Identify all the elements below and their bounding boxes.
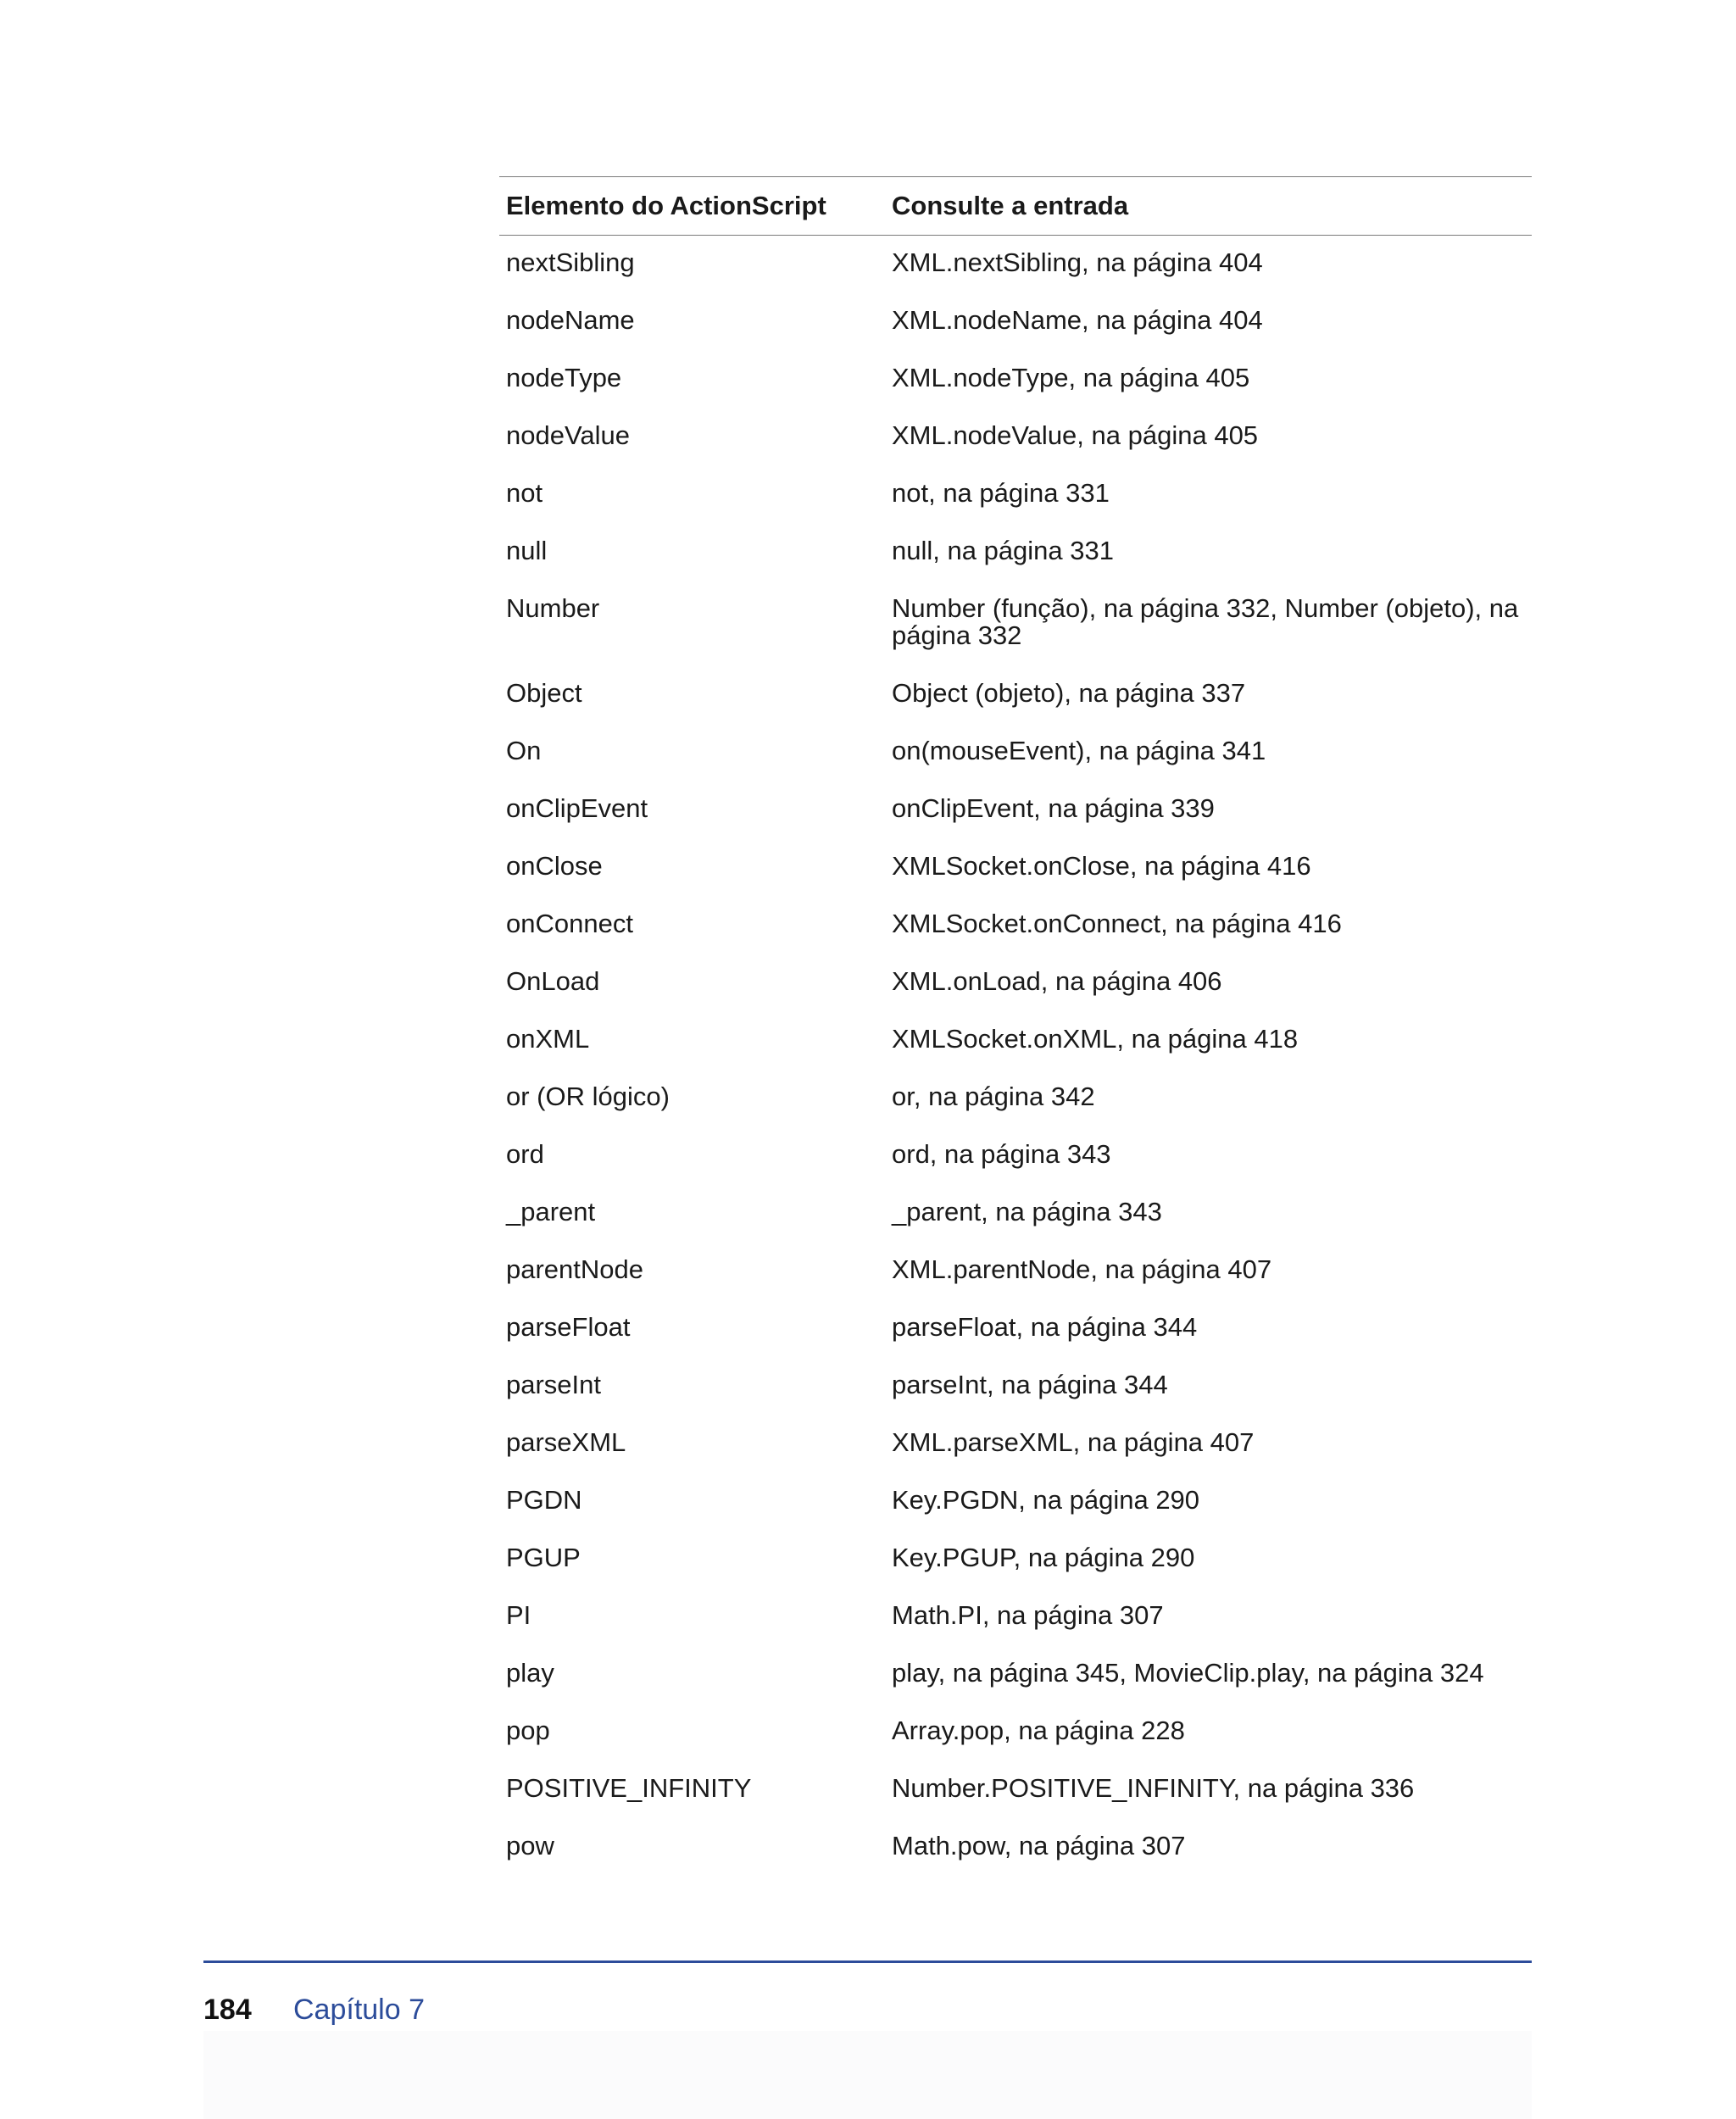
column-header-entry: Consulte a entrada <box>885 177 1532 236</box>
entry-cell: Math.pow, na página 307 <box>892 1831 1186 1860</box>
table-row <box>499 1356 1532 1414</box>
element-cell: pow <box>506 1831 554 1860</box>
table-row <box>499 953 1532 1010</box>
entry-cell: XML.parseXML, na página 407 <box>892 1427 1255 1457</box>
entry-cell: XML.parentNode, na página 407 <box>892 1254 1272 1284</box>
table-row <box>499 1126 1532 1183</box>
entry-cell: XMLSocket.onXML, na página 418 <box>892 1024 1299 1054</box>
table-row <box>499 1817 1532 1875</box>
entry-cell: XMLSocket.onConnect, na página 416 <box>892 909 1342 938</box>
element-cell: nextSibling <box>506 247 635 277</box>
table-row <box>499 1068 1532 1126</box>
entry-cell: ord, na página 343 <box>892 1139 1111 1169</box>
entry-cell: on(mouseEvent), na página 341 <box>892 736 1266 765</box>
table-row <box>499 522 1532 580</box>
table-row <box>499 665 1532 722</box>
page-number: 184 <box>203 1994 252 2026</box>
table-row <box>499 580 1532 665</box>
element-cell: PI <box>506 1600 531 1630</box>
element-cell: Object <box>506 678 582 708</box>
table-row <box>499 1414 1532 1471</box>
entry-cell: XML.nodeValue, na página 405 <box>892 420 1259 450</box>
element-cell: PGDN <box>506 1485 582 1515</box>
table-row <box>499 1241 1532 1299</box>
element-cell: parseInt <box>506 1370 602 1399</box>
element-cell: OnLoad <box>506 966 600 996</box>
entry-cell: XML.nodeType, na página 405 <box>892 363 1250 392</box>
element-cell: onClipEvent <box>506 793 648 823</box>
entry-cell: Array.pop, na página 228 <box>892 1716 1185 1745</box>
entry-cell: Object (objeto), na página 337 <box>892 678 1246 708</box>
table-row <box>499 464 1532 522</box>
element-cell: _parent <box>506 1197 596 1226</box>
element-cell: PGUP <box>506 1543 581 1572</box>
table-row <box>499 236 1532 292</box>
entry-cell: Key.PGUP, na página 290 <box>892 1543 1195 1572</box>
entry-cell: XMLSocket.onClose, na página 416 <box>892 851 1311 881</box>
footer-divider <box>203 1960 1532 1963</box>
chapter-label: Capítulo 7 <box>293 1994 425 2026</box>
table-row <box>499 1183 1532 1241</box>
table-row <box>499 349 1532 407</box>
table-row <box>499 780 1532 837</box>
table-row <box>499 722 1532 780</box>
element-cell: nodeName <box>506 305 635 335</box>
entry-cell: or, na página 342 <box>892 1082 1095 1111</box>
element-cell: parseXML <box>506 1427 626 1457</box>
table-row <box>499 1010 1532 1068</box>
column-header-element: Elemento do ActionScript <box>499 177 885 236</box>
element-cell: onConnect <box>506 909 633 938</box>
table-row <box>499 1299 1532 1356</box>
entry-cell: onClipEvent, na página 339 <box>892 793 1215 823</box>
entry-cell: play, na página 345, MovieClip.play, na página 324 <box>892 1658 1484 1688</box>
table-row <box>499 1587 1532 1644</box>
element-cell: or (OR lógico) <box>506 1082 670 1111</box>
element-cell: null <box>506 536 548 565</box>
element-cell: On <box>506 736 542 765</box>
page-bottom-shade <box>203 2031 1532 2119</box>
table-row <box>499 1644 1532 1702</box>
table-row <box>499 1471 1532 1529</box>
entry-cell: Key.PGDN, na página 290 <box>892 1485 1200 1515</box>
element-cell: Number <box>506 593 600 623</box>
entry-cell: Math.PI, na página 307 <box>892 1600 1164 1630</box>
entry-cell: XML.nodeName, na página 404 <box>892 305 1263 335</box>
element-cell: pop <box>506 1716 550 1745</box>
entry-cell: XML.onLoad, na página 406 <box>892 966 1222 996</box>
table-row <box>499 1760 1532 1817</box>
entry-cell: Number (função), na página 332, Number (objeto), na página 332 <box>892 593 1519 650</box>
entry-cell: Number.POSITIVE_INFINITY, na página 336 <box>892 1773 1415 1803</box>
element-cell: POSITIVE_INFINITY <box>506 1773 752 1803</box>
reference-table <box>499 176 1532 1875</box>
table-row <box>499 895 1532 953</box>
entry-cell: not, na página 331 <box>892 478 1110 508</box>
table-row <box>499 407 1532 464</box>
element-cell: play <box>506 1658 554 1688</box>
table-row <box>499 837 1532 895</box>
entry-cell: null, na página 331 <box>892 536 1115 565</box>
table-header-row <box>499 177 1532 236</box>
element-cell: ord <box>506 1139 544 1169</box>
table-row <box>499 1702 1532 1760</box>
element-cell: onXML <box>506 1024 590 1054</box>
entry-cell: parseInt, na página 344 <box>892 1370 1168 1399</box>
element-cell: parentNode <box>506 1254 644 1284</box>
table-row <box>499 1529 1532 1587</box>
entry-cell: parseFloat, na página 344 <box>892 1312 1198 1342</box>
entry-cell: XML.nextSibling, na página 404 <box>892 247 1263 277</box>
entry-cell: _parent, na página 343 <box>892 1197 1162 1226</box>
element-cell: not <box>506 478 543 508</box>
element-cell: parseFloat <box>506 1312 631 1342</box>
element-cell: nodeValue <box>506 420 630 450</box>
table-row <box>499 292 1532 349</box>
element-cell: onClose <box>506 851 603 881</box>
element-cell: nodeType <box>506 363 622 392</box>
